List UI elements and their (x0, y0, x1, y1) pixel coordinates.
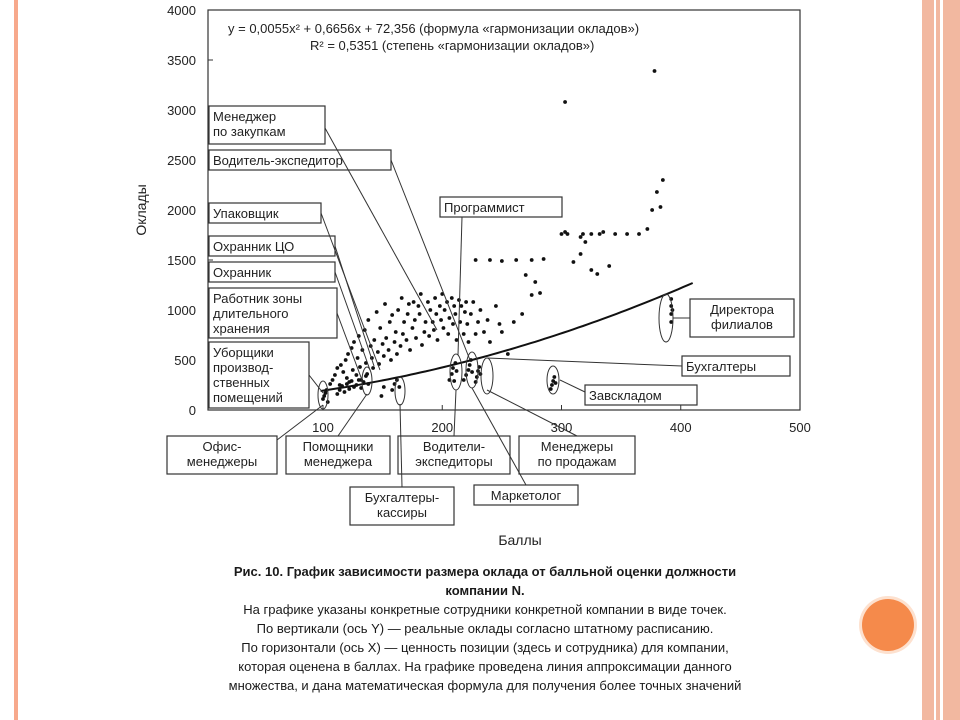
label-text: Менеджер (213, 109, 277, 124)
data-point (453, 361, 457, 365)
label-text: Водитель-экспедитор (213, 153, 343, 168)
data-point (407, 302, 411, 306)
caption-line-3: На графике указаны конкретные сотрудники конкретной компании в виде точек. (243, 602, 727, 617)
data-point (500, 330, 504, 334)
data-point (453, 312, 457, 316)
data-point (414, 336, 418, 340)
data-point (468, 363, 472, 367)
group-ellipse (659, 294, 673, 342)
data-point (462, 332, 466, 336)
data-point (340, 384, 344, 388)
data-point (552, 375, 556, 379)
label-text: ственных (213, 375, 270, 390)
data-point (645, 227, 649, 231)
data-point (419, 292, 423, 296)
label-text: производ- (213, 360, 274, 375)
data-point (601, 230, 605, 234)
data-point (345, 376, 349, 380)
data-point (498, 322, 502, 326)
data-point (655, 190, 659, 194)
data-point (347, 387, 351, 391)
data-point (542, 257, 546, 261)
data-point (494, 304, 498, 308)
y-tick-label: 2000 (167, 203, 196, 218)
data-point (589, 232, 593, 236)
label-text: Помощники (302, 439, 374, 454)
data-point (401, 332, 405, 336)
label-leader (487, 358, 682, 366)
data-point (390, 313, 394, 317)
data-point (395, 352, 399, 356)
data-point (595, 272, 599, 276)
x-tick-label: 400 (669, 420, 692, 435)
data-point (366, 382, 370, 386)
figure-caption (140, 562, 830, 695)
x-tick-label: 100 (312, 420, 334, 435)
data-point (406, 312, 410, 316)
data-point (422, 330, 426, 334)
data-point (366, 318, 370, 322)
data-point (382, 385, 386, 389)
data-point (383, 302, 387, 306)
label-text: менеджера (303, 454, 373, 469)
data-point (382, 354, 386, 358)
y-tick-label: 2500 (167, 153, 196, 168)
data-point (389, 358, 393, 362)
y-tick-label: 1500 (167, 253, 196, 268)
x-axis-label: Баллы (498, 532, 542, 548)
label-text: Директора (710, 302, 774, 317)
data-point (589, 268, 593, 272)
data-point (448, 316, 452, 320)
caption-line-7: множества, и дана математическая формула для получения более точных значений (228, 678, 742, 693)
data-point (390, 388, 394, 392)
data-point (378, 326, 382, 330)
data-point (388, 320, 392, 324)
data-point (436, 338, 440, 342)
label-text: Программист (444, 200, 525, 215)
data-point (455, 369, 459, 373)
label-text: длительного (213, 306, 289, 321)
data-point (467, 368, 471, 372)
data-point (465, 322, 469, 326)
data-point (393, 340, 397, 344)
data-point (402, 320, 406, 324)
label-text: филиалов (711, 317, 773, 332)
label-leader (309, 375, 323, 393)
data-point (514, 258, 518, 262)
data-point (351, 368, 355, 372)
data-point (520, 312, 524, 316)
data-point (427, 334, 431, 338)
data-point (469, 312, 473, 316)
data-point (613, 232, 617, 236)
x-tick-label: 500 (789, 420, 811, 435)
data-point (482, 330, 486, 334)
data-point (339, 363, 343, 367)
data-point (439, 318, 443, 322)
label-text: Уборщики (213, 345, 274, 360)
data-point (446, 332, 450, 336)
data-point (452, 304, 456, 308)
data-point (335, 366, 339, 370)
caption-line-5: По горизонтали (ось X) — ценность позиции (здесь и сотрудника) для компании, (241, 640, 729, 655)
label-leader (338, 394, 367, 436)
data-point (451, 322, 455, 326)
label-text: Бухгалтеры (686, 359, 757, 374)
data-point (474, 332, 478, 336)
trend-line (321, 283, 693, 391)
y-axis-label: Оклады (133, 184, 149, 236)
data-point (488, 340, 492, 344)
data-point (357, 378, 361, 382)
data-point (479, 308, 483, 312)
data-point (328, 382, 332, 386)
label-text: Работник зоны (213, 291, 303, 306)
data-point (434, 312, 438, 316)
data-point (464, 300, 468, 304)
data-point (450, 296, 454, 300)
data-point (467, 340, 471, 344)
slide-decor-circle (862, 599, 914, 651)
data-point (387, 348, 391, 352)
data-point (637, 232, 641, 236)
data-point (364, 374, 368, 378)
data-point (438, 304, 442, 308)
data-point (530, 258, 534, 262)
data-point (598, 232, 602, 236)
label-text: Менеджеры (540, 439, 614, 454)
data-point (352, 340, 356, 344)
label-text: хранения (213, 321, 270, 336)
data-point (428, 308, 432, 312)
data-point (375, 310, 379, 314)
data-point (579, 235, 583, 239)
label-text: Упаковщик (213, 206, 279, 221)
label-text: по продажам (537, 454, 617, 469)
data-point (426, 300, 430, 304)
data-point (583, 240, 587, 244)
data-point (343, 390, 347, 394)
x-tick-label: 300 (550, 420, 573, 435)
label-text: Завскладом (589, 388, 662, 403)
label-text: по закупкам (213, 124, 286, 139)
data-point (554, 381, 558, 385)
y-tick-label: 3000 (167, 103, 196, 118)
label-text: Маркетолог (490, 488, 562, 503)
data-point (356, 356, 360, 360)
data-point (560, 232, 564, 236)
caption-line-4: По вертикали (ось Y) — реальные оклады согласно штатному расписанию. (256, 621, 714, 636)
label-leader (391, 160, 470, 360)
data-point (443, 308, 447, 312)
data-point (354, 373, 358, 377)
label-text: помещений (213, 390, 283, 405)
data-point (486, 318, 490, 322)
data-point (474, 258, 478, 262)
caption-title-bold: Рис. 10. (233, 564, 284, 579)
data-point (394, 330, 398, 334)
data-point (344, 358, 348, 362)
data-point (345, 382, 349, 386)
group-ellipse (481, 358, 493, 394)
data-point (418, 312, 422, 316)
label-leader (337, 313, 362, 380)
data-point (376, 350, 380, 354)
data-point (442, 326, 446, 330)
data-point (341, 370, 345, 374)
group-ellipse (395, 377, 405, 405)
data-point (479, 372, 483, 376)
data-point (400, 296, 404, 300)
data-point (572, 260, 576, 264)
x-tick-label: 200 (431, 420, 454, 435)
data-point (459, 304, 463, 308)
data-point (650, 208, 654, 212)
label-text: кассиры (376, 505, 428, 520)
data-point (413, 318, 417, 322)
caption-line-2: компании N. (445, 583, 525, 598)
data-point (607, 264, 611, 268)
data-point (452, 379, 456, 383)
data-point (488, 258, 492, 262)
label-text: Водители- (422, 439, 486, 454)
label-text: Охранник ЦО (213, 239, 295, 254)
data-point (533, 280, 537, 284)
data-point (506, 352, 510, 356)
data-point (354, 383, 358, 387)
label-text: экспедиторы (415, 454, 493, 469)
data-point (371, 366, 375, 370)
data-point (538, 291, 542, 295)
data-point (408, 348, 412, 352)
y-tick-label: 4000 (167, 3, 196, 18)
label-text: менеджеры (186, 454, 258, 469)
data-point (470, 370, 474, 374)
caption-title-line (140, 562, 830, 581)
data-point (333, 373, 337, 377)
data-point (550, 383, 554, 387)
data-point (346, 352, 350, 356)
data-point (338, 388, 342, 392)
formula-line-2: R² = 0,5351 (степень «гармонизации окладов») (310, 38, 595, 53)
label-leader (454, 390, 456, 436)
data-point (424, 320, 428, 324)
caption-title-text: График зависимости размера оклада от балльной оценки должности (283, 564, 737, 579)
formula-line-1: y = 0,0055x² + 0,6656x + 72,356 (формула «гармонизации окладов») (228, 21, 640, 36)
label-leader (487, 390, 577, 436)
data-point (350, 379, 354, 383)
label-text: Офис- (202, 439, 242, 454)
data-point (412, 300, 416, 304)
y-tick-label: 1000 (167, 303, 196, 318)
data-point (396, 308, 400, 312)
data-point (462, 378, 466, 382)
data-point (476, 320, 480, 324)
data-point (566, 232, 570, 236)
data-point (579, 252, 583, 256)
data-point (420, 343, 424, 347)
label-leader (335, 246, 374, 366)
data-point (384, 336, 388, 340)
data-point (512, 320, 516, 324)
label-text: Охранник (213, 265, 272, 280)
data-point (500, 259, 504, 263)
data-point (451, 366, 455, 370)
data-point (471, 300, 475, 304)
data-point (381, 342, 385, 346)
data-point (661, 178, 665, 182)
data-point (659, 205, 663, 209)
data-point (563, 100, 567, 104)
data-point (397, 385, 401, 389)
data-point (411, 326, 415, 330)
data-point (530, 293, 534, 297)
y-tick-label: 3500 (167, 53, 196, 68)
caption-line-6: которая оценена в баллах. На графике проведена линия аппроксимации данного (238, 659, 732, 674)
data-point (358, 365, 362, 369)
y-tick-label: 0 (188, 403, 196, 418)
label-leader (560, 380, 585, 392)
data-point (433, 296, 437, 300)
data-point (380, 394, 384, 398)
data-point (457, 298, 461, 302)
data-point (372, 338, 376, 342)
data-point (455, 338, 459, 342)
data-point (335, 392, 339, 396)
data-point (432, 328, 436, 332)
data-point (331, 378, 335, 382)
data-point (524, 273, 528, 277)
data-point (581, 232, 585, 236)
y-tick-label: 500 (174, 353, 196, 368)
label-text: Бухгалтеры- (364, 490, 440, 505)
data-point (399, 344, 403, 348)
data-point (625, 232, 629, 236)
data-point (417, 304, 421, 308)
data-point (463, 310, 467, 314)
data-point (405, 338, 409, 342)
data-point (653, 69, 657, 73)
